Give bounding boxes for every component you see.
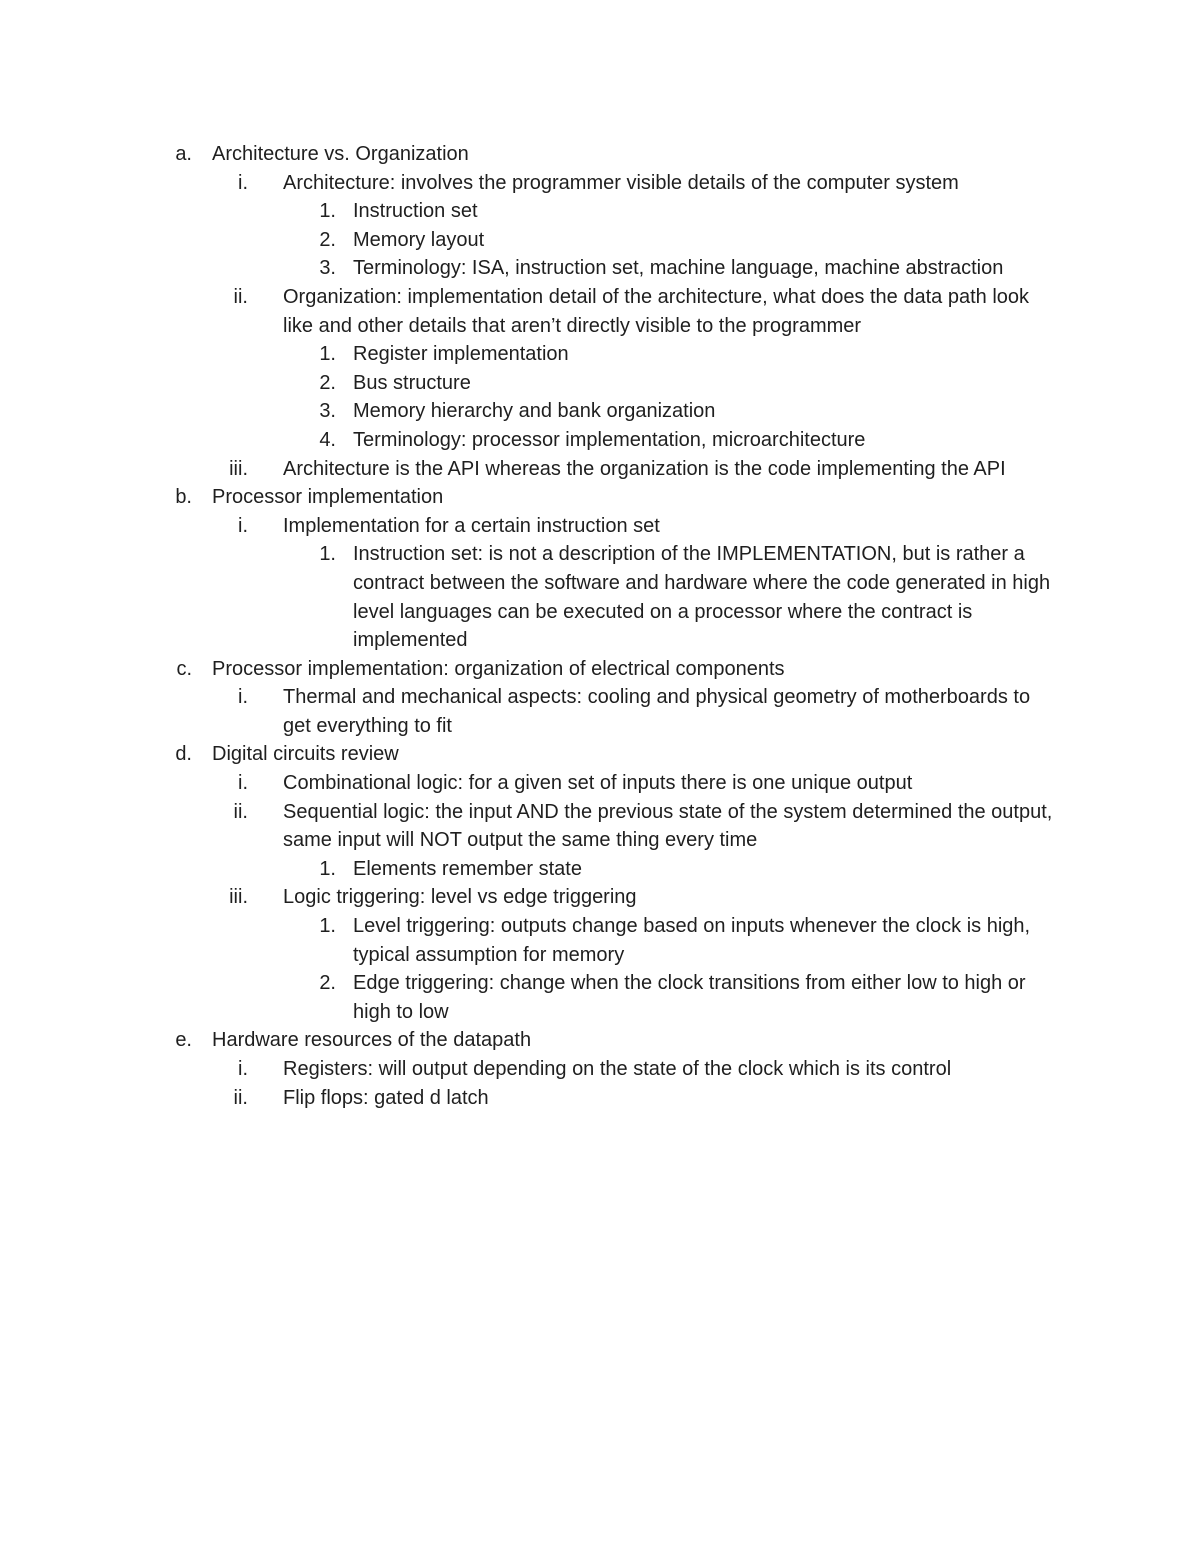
list-marker: 3. bbox=[319, 400, 336, 423]
outline-item-e-ii bbox=[0, 1084, 1062, 1113]
list-item-text: Terminology: processor implementation, microarchitecture bbox=[353, 428, 866, 451]
list-marker: i. bbox=[238, 1058, 248, 1080]
list-item-text: Memory layout bbox=[353, 228, 485, 251]
list-marker: a. bbox=[175, 143, 192, 165]
list-marker: c. bbox=[176, 657, 192, 680]
outline-item-a-ii bbox=[0, 283, 1062, 340]
document-page bbox=[0, 140, 1200, 1112]
outline-item-a-i-1 bbox=[0, 197, 1062, 226]
outline-item-a-i-3 bbox=[0, 254, 1062, 283]
outline-item-b-i bbox=[0, 512, 1062, 541]
list-marker: 4. bbox=[319, 428, 336, 451]
outline-item-d-i bbox=[0, 769, 1062, 798]
list-marker: iii. bbox=[229, 457, 248, 480]
list-item-text: Logic triggering: level vs edge triggering bbox=[283, 886, 637, 909]
outline-item-e bbox=[0, 1026, 1062, 1055]
list-marker: 1. bbox=[319, 857, 336, 880]
list-marker: 3. bbox=[319, 257, 336, 280]
list-item-text: Flip flops: gated d latch bbox=[283, 1086, 489, 1109]
list-item-text: Instruction set bbox=[353, 200, 478, 223]
outline-item-b bbox=[0, 483, 1062, 512]
outline-item-d-ii-1 bbox=[0, 855, 1062, 884]
list-marker: i. bbox=[238, 772, 248, 795]
list-marker: 1. bbox=[319, 200, 336, 223]
list-item-text: Register implementation bbox=[353, 343, 569, 366]
list-item-text: Hardware resources of the datapath bbox=[212, 1029, 532, 1052]
list-item-text: Combinational logic: for a given set of inputs there is one unique output bbox=[283, 772, 913, 795]
outline-item-d-iii bbox=[0, 883, 1062, 912]
outline-item-a-ii-3 bbox=[0, 397, 1062, 426]
list-item-text: Digital circuits review bbox=[212, 743, 399, 766]
list-marker: 2. bbox=[319, 371, 336, 394]
outline-item-d-iii-1 bbox=[0, 912, 1062, 969]
list-item-text: Architecture is the API whereas the organization is the code implementing the API bbox=[283, 457, 1006, 480]
list-item-text: Level triggering: outputs change based on inputs whenever the clock is high, typical assumption for memory bbox=[353, 915, 1031, 966]
outline-item-d-ii bbox=[0, 798, 1062, 855]
list-marker: i. bbox=[238, 514, 248, 537]
list-item-text: Processor implementation: organization of electrical components bbox=[212, 657, 785, 680]
list-marker: iii. bbox=[229, 886, 248, 909]
list-marker: 1. bbox=[319, 543, 336, 566]
list-marker: b. bbox=[175, 486, 192, 509]
list-item-text: Processor implementation bbox=[212, 486, 444, 509]
list-marker: 1. bbox=[319, 915, 336, 938]
list-item-text: Architecture: involves the programmer visible details of the computer system bbox=[283, 171, 959, 194]
list-item-text: Organization: implementation detail of the architecture, what does the data path look like and other details that aren’t directly visible to the programmer bbox=[283, 285, 1030, 337]
outline-item-c bbox=[0, 655, 1062, 684]
outline-item-c-i bbox=[0, 683, 1062, 740]
list-item-text: Memory hierarchy and bank organization bbox=[353, 400, 716, 423]
outline-item-a-i-2 bbox=[0, 226, 1062, 255]
list-marker: ii. bbox=[233, 285, 248, 308]
list-item-text: Instruction set: is not a description of the IMPLEMENTATION, but is rather a contract between the software and hardware where the code generated in high level languages can be executed on a processor where the contract is implemented bbox=[353, 543, 1051, 652]
outline-item-a bbox=[0, 140, 1062, 169]
list-marker: ii. bbox=[233, 800, 248, 823]
list-marker: i. bbox=[238, 686, 248, 709]
list-item-text: Edge triggering: change when the clock transitions from either low to high or high to low bbox=[353, 972, 1026, 1023]
list-item-text: Thermal and mechanical aspects: cooling and physical geometry of motherboards to get everything to fit bbox=[283, 686, 1031, 737]
outline-item-d bbox=[0, 740, 1062, 769]
list-item-text: Bus structure bbox=[353, 371, 471, 394]
list-item-text: Registers: will output depending on the state of the clock which is its control bbox=[283, 1058, 952, 1080]
outline-item-a-ii-4 bbox=[0, 426, 1062, 455]
outline-item-a-ii-2 bbox=[0, 369, 1062, 398]
outline-item-d-iii-2 bbox=[0, 969, 1062, 1026]
list-marker: ii. bbox=[233, 1086, 248, 1109]
list-marker: i. bbox=[238, 171, 248, 194]
list-marker: 1. bbox=[319, 343, 336, 366]
list-marker: 2. bbox=[319, 972, 336, 995]
list-item-text: Implementation for a certain instruction set bbox=[283, 514, 660, 537]
list-item-text: Sequential logic: the input AND the previous state of the system determined the output, same input will NOT output the same thing every time bbox=[283, 800, 1053, 852]
outline-item-a-iii bbox=[0, 455, 1062, 484]
outline-item-a-ii-1 bbox=[0, 340, 1062, 369]
list-item-text: Architecture vs. Organization bbox=[212, 143, 469, 165]
list-marker: d. bbox=[175, 743, 192, 766]
list-marker: 2. bbox=[319, 228, 336, 251]
list-marker: e. bbox=[175, 1029, 192, 1052]
outline-item-b-i-1 bbox=[0, 540, 1062, 654]
outline-item-a-i bbox=[0, 169, 1062, 198]
list-item-text: Terminology: ISA, instruction set, machine language, machine abstraction bbox=[353, 257, 1004, 280]
list-item-text: Elements remember state bbox=[353, 857, 582, 880]
outline-item-e-i bbox=[0, 1055, 1062, 1084]
